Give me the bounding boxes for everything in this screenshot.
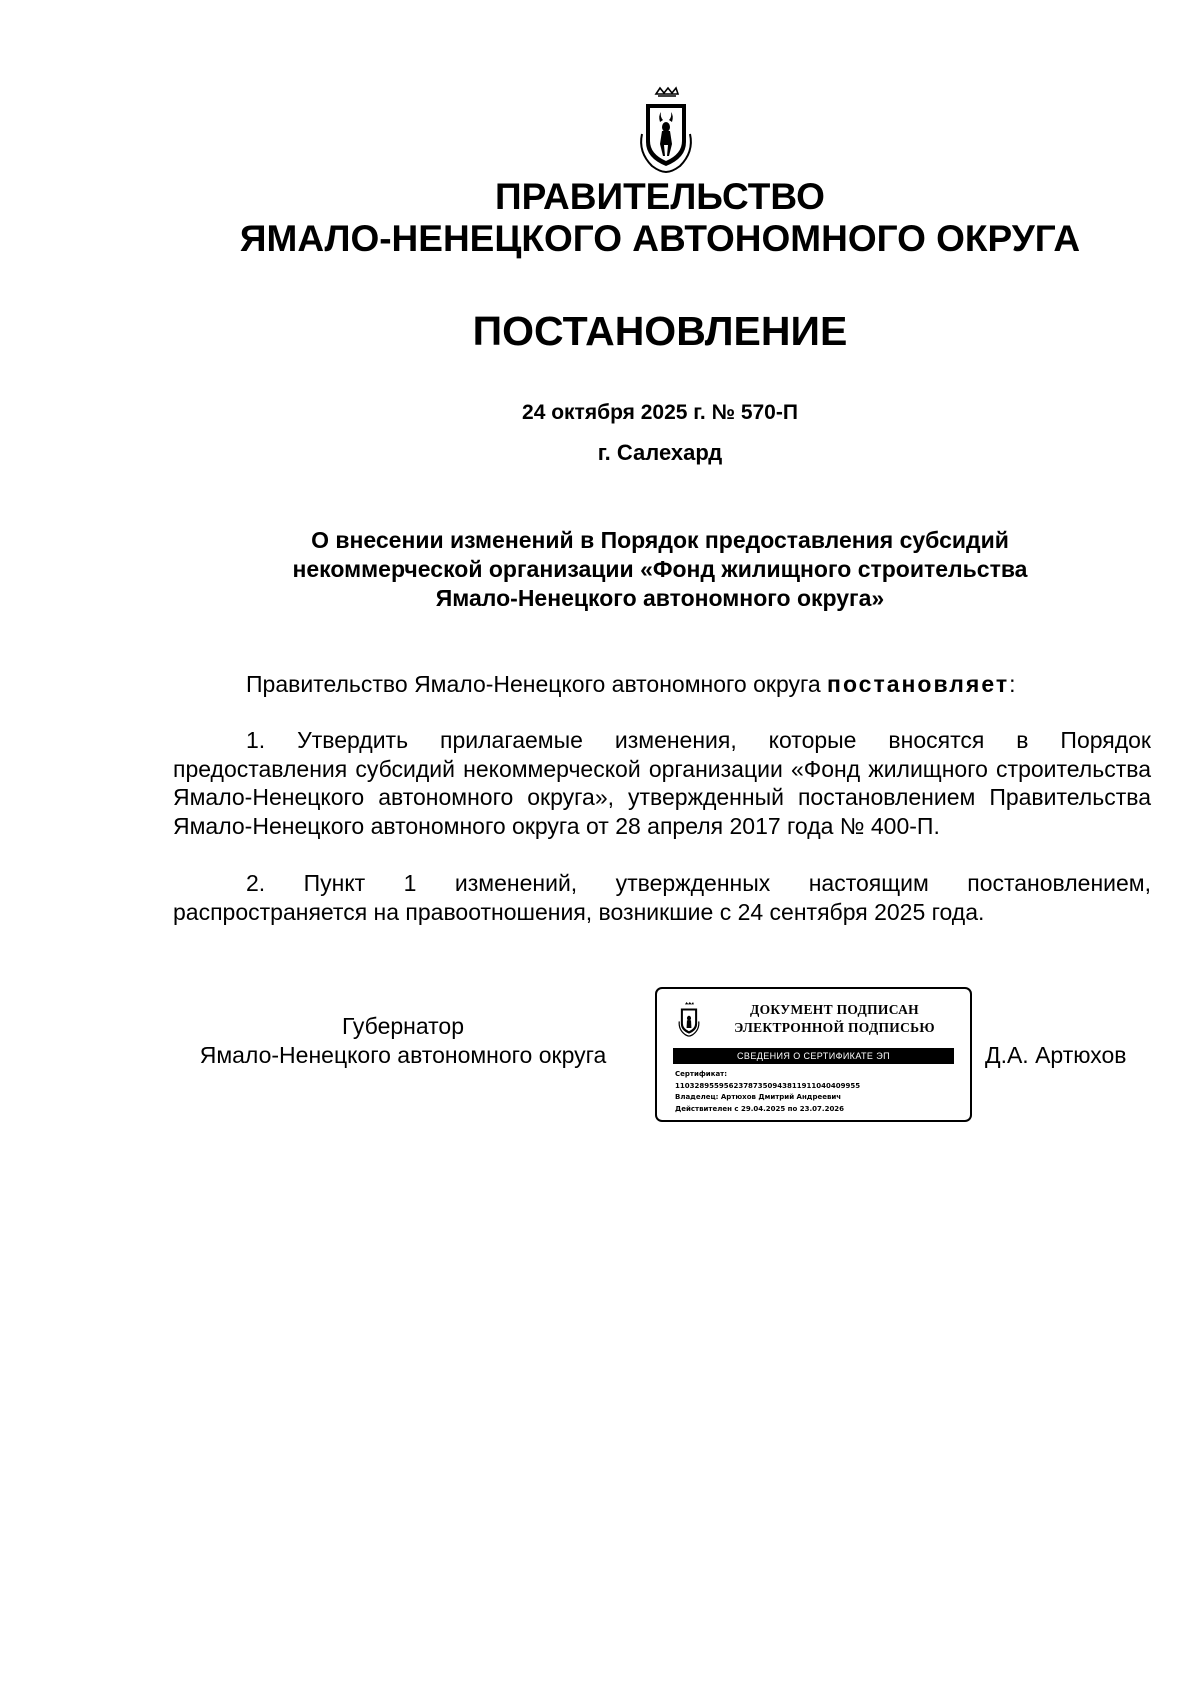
subject-line: О внесении изменений в Порядок предоставления субсидий xyxy=(311,527,1009,553)
stamp-heading xyxy=(722,1001,947,1037)
certificate-validity: Действителен с 29.04.2025 по 23.07.2026 xyxy=(675,1104,845,1113)
coat-of-arms-icon xyxy=(634,86,698,174)
resolution-item-1: 1. Утвердить прилагаемые изменения, которые вносятся в Порядок предоставления субсидий некоммерческой организации «Фонд жилищного строительства Ямало-Ненецкого автономного округа», утвержденный постановлением Правительства Ямало-Ненецкого автономного округа от 28 апреля 2017 года № 400-П. xyxy=(173,727,1151,839)
subject-line: Ямало-Ненецкого автономного округа» xyxy=(435,585,885,611)
signatory-region: Ямало-Ненецкого автономного округа xyxy=(199,1042,607,1068)
resolution-item-2: 2. Пункт 1 изменений, утвержденных настоящим постановлением, распространяется на правоотношения, возникшие с 24 сентября 2025 года. xyxy=(173,870,1151,925)
subject-line: некоммерческой организации «Фонд жилищного строительства xyxy=(292,556,1028,582)
e-signature-stamp xyxy=(655,987,972,1122)
stamp-coat-of-arms-icon xyxy=(676,999,702,1039)
document-date-number: 24 октября 2025 г. № 570-П xyxy=(522,401,798,424)
stamp-certificate-bar: СВЕДЕНИЯ О СЕРТИФИКАТЕ ЭП xyxy=(673,1048,954,1064)
preamble-tail: : xyxy=(1009,671,1016,697)
stamp-heading-line2: ЭЛЕКТРОННОЙ ПОДПИСЬЮ xyxy=(734,1020,935,1035)
preamble-emphasis: постановляет xyxy=(827,671,1010,697)
stamp-certificate-details xyxy=(675,1069,960,1115)
stamp-heading-line1: ДОКУМЕНТ ПОДПИСАН xyxy=(750,1002,919,1017)
document-subject xyxy=(200,526,1120,613)
document-city: г. Салехард xyxy=(597,440,723,465)
government-title-line1: ПРАВИТЕЛЬСТВО xyxy=(495,176,825,217)
signatory-position: Губернатор xyxy=(341,1013,465,1039)
government-title-line2: ЯМАЛО-НЕНЕЦКОГО АВТОНОМНОГО ОКРУГА xyxy=(239,218,1081,259)
certificate-label: Сертификат: xyxy=(675,1070,728,1078)
preamble xyxy=(173,670,1151,699)
certificate-number: 11032895595623787350943811911040409955 xyxy=(675,1081,861,1090)
signatory-title xyxy=(173,1012,633,1070)
certificate-owner: Владелец: Артюхов Дмитрий Андреевич xyxy=(675,1093,842,1101)
document-type: ПОСТАНОВЛЕНИЕ xyxy=(472,308,848,354)
preamble-text: Правительство Ямало-Ненецкого автономного округа xyxy=(246,671,828,697)
signatory-name: Д.А. Артюхов xyxy=(985,1042,1127,1068)
